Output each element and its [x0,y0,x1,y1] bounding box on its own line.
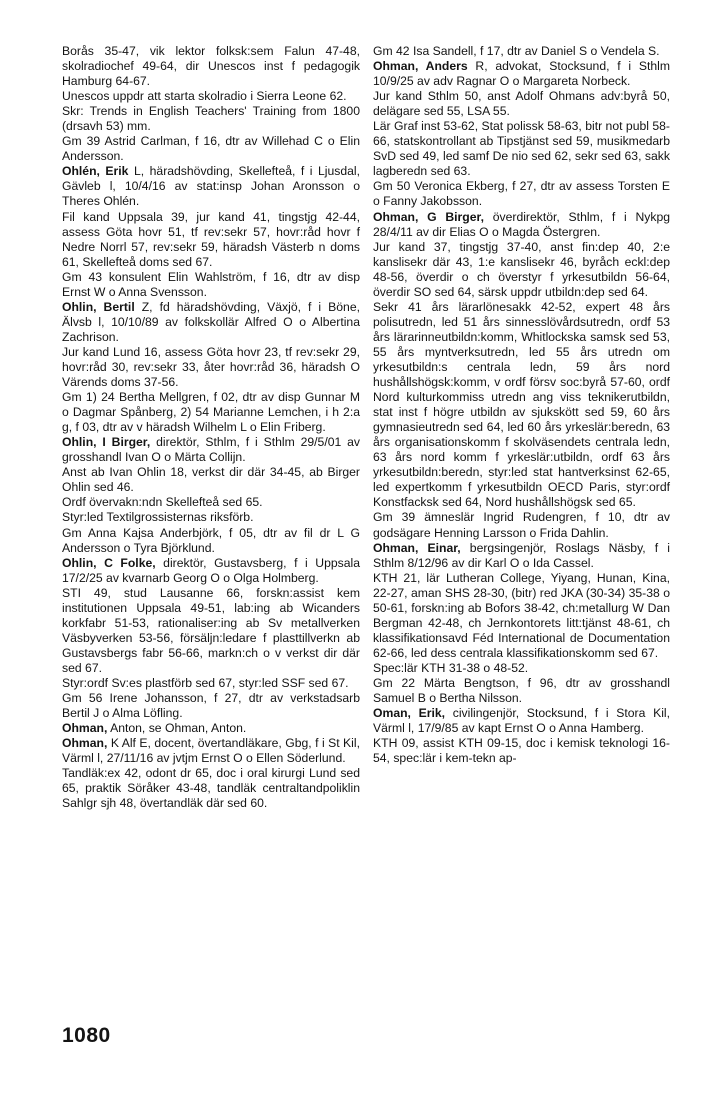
entry-text: Styr:ordf Sv:es plastförb sed 67, styr:led SSF sed 67. [62,675,349,690]
biography-paragraph [373,676,670,706]
biography-entry [373,59,670,89]
entry-text: Anton, se Ohman, Anton. [107,721,247,736]
biography-paragraph [373,44,670,59]
entry-text: Styr:led Textilgrossisternas riksförb. [62,510,254,525]
entry-text: Z, fd häradshövding, Växjö, f i Böne, Älvsb l, 10/10/89 av folkskollär Alfred O o Albertina Zachrison. [62,299,360,344]
biography-paragraph [62,104,360,134]
right-column [373,44,670,766]
biography-paragraph [62,390,360,435]
entry-text: KTH 21, lär Lutheran College, Yiyang, Hunan, Kina, 22-27, aman SHS 28-30, (bitr) red JKA (30-34) 35-38 o 50-61, forskn:ing ab Bofors 38-42, ch:metallurg W Dan Bergman 42-48, ch Jernkontorets litt:tjänst 48-61, ch klassifikationsavd Féd International de Documentation 62-66, led dess centrala klassifikationskomm sed 67. [373,570,670,660]
entry-text: KTH 09, assist KTH 09-15, doc i kemisk teknologi 16-54, spec:lär i kem-tekn ap- [373,736,670,766]
biography-paragraph [62,210,360,270]
biography-paragraph [373,571,670,661]
entry-text: Unescos uppdr att starta skolradio i Sierra Leone 62. [62,89,347,104]
entry-name: Ohman, [62,721,108,736]
entry-text: direktör, Sthlm, f i Sthlm 29/5/01 av grosshandl Ivan O o Märta Collijn. [62,435,361,465]
biography-paragraph [62,510,360,525]
biography-paragraph [62,44,360,89]
entry-name: Ohlin, I Birger, [62,435,151,450]
entry-text: överdirektör, Sthlm, f i Nykpg 28/4/11 av dir Elias O o Magda Östergren. [373,209,671,239]
biography-paragraph [62,526,360,556]
entry-name: Ohlin, Bertil [62,299,135,314]
biography-paragraph [62,691,360,721]
biography-paragraph [62,465,360,495]
entry-text: Sekr 41 års lärarlönesakk 42-52, expert 48 års polisutredn, led 51 års sinnesslövårdsutredn, ordf 53 års lärarinneutbildn:komm, Whitlockska samsk sed 53, 55 års myntverksutredn, led 55 års utredn om yrkesutbildn:s centrala ledn, 59 års nord hushållshögsk:komm, v ordf försv soc:byrå 57-60, ordf Nord kulturkommiss utredn ang viss teknikerutbildn, stat inst f högre utbildn av sjukskött sed 59, 60 års gymnasieutredn sed 64, led 60 års yrkeslär:beredn, 63 års organisationskomm f skolväsendets centrala ledn, 63 års nord komm f yrkeslär:utbildn, ordf 63 års yrkesutbildn:beredn, styr:led stat hantverksinst 62-65, led expertkomm f yrkesutbildn OECD Paris, styr:ordf Konstfacksk sed 64, Nord hushållshögsk sed 65. [373,299,670,510]
biography-paragraph [373,119,670,179]
entry-name: Ohman, [62,736,108,751]
biography-paragraph [62,270,360,300]
entry-text: bergsingenjör, Roslags Näsby, f i Sthlm 8/12/96 av dir Karl O o Ida Cassel. [373,540,670,570]
entry-name: Ohman, G Birger, [373,209,484,224]
biography-paragraph [62,89,360,104]
entry-text: Gm 42 Isa Sandell, f 17, dtr av Daniel S o Vendela S. [373,44,660,58]
entry-text: Gm 1) 24 Bertha Mellgren, f 02, dtr av disp Gunnar M o Dagmar Spånberg, 2) 54 Marianne Lemchen, i h 2:a g, f 03, dtr av v häradsh Wilhelm L o Elin Friberg. [62,390,360,435]
biography-paragraph [62,345,360,390]
entry-text: direktör, Gustavsberg, f i Uppsala 17/2/25 av kvarnarb Georg O o Olga Holmberg. [62,555,360,585]
entry-text: Fil kand Uppsala 39, jur kand 41, tingstjg 42-44, assess Göta hovr 51, tf rev:sekr 57, hovr:råd hovr f Nedre Norrl 57, rev:sekr 59, häradsh Västerb n doms 61, Skellefteå doms sed 67. [62,209,360,269]
entry-text: Gm 39 ämneslär Ingrid Rudengren, f 10, dtr av godsägare Henning Larsson o Frida Dahlin. [373,510,670,540]
biography-paragraph [373,510,670,540]
biography-paragraph [373,240,670,300]
entry-text: Jur kand 37, tingstjg 37-40, anst fin:dep 40, 2:e kanslisekr där 43, 1:e kanslisekr 46, byråch eckl:dep 48-56, överdir o ch överstyr f yrkesutbildn 56-64, överdir SO sed 64, särsk uppdr utbildn:dep sed 64. [373,239,670,299]
biography-paragraph [373,300,670,511]
biography-paragraph [62,766,360,811]
entry-text: Gm 43 konsulent Elin Wahlström, f 16, dtr av disp Ernst W o Anna Svensson. [62,269,360,299]
biography-entry [373,541,670,571]
entry-text: STI 49, stud Lausanne 66, forskn:assist kem institutionen Uppsala 49-51, lab:ing ab Wicanders korkfabr 51-53, rationaliser:ing ab Sv metallverken Väsbyverken 53-56, försäljn:ledare f plasttillverkn ab Gustavsbergs fabr 56-66, markn:ch o v verkst dir där sed 67. [62,585,360,675]
entry-text: Gm Anna Kajsa Anderbjörk, f 05, dtr av fil dr L G Andersson o Tyra Björklund. [62,525,360,555]
entry-text: civilingenjör, Stocksund, f i Stora Kil, Värml l, 17/9/85 av kapt Ernst O o Anna Hamberg. [373,706,671,736]
biography-paragraph [62,495,360,510]
entry-text: Gm 39 Astrid Carlman, f 16, dtr av Willehad C o Elin Andersson. [62,134,360,164]
entry-text: Jur kand Sthlm 50, anst Adolf Ohmans adv:byrå 50, delägare sed 55, LSA 55. [373,89,670,119]
entry-text: Gm 56 Irene Johansson, f 27, dtr av verkstadsarb Bertil J o Alma Löfling. [62,691,360,721]
biography-paragraph [373,736,670,766]
biography-entry [62,556,360,586]
biography-paragraph [62,586,360,676]
entry-name: Ohlén, Erik [62,164,129,179]
entry-text: Skr: Trends in English Teachers' Training from 1800 (drsavh 53) mm. [62,104,360,134]
entry-name: Ohman, Anders [373,59,468,74]
entry-name: Ohman, Einar, [373,540,461,555]
entry-name: Oman, Erik, [373,706,446,721]
page-number: 1080 [62,1024,111,1047]
entry-text: R, advokat, Stocksund, f i Sthlm 10/9/25 av adv Ragnar O o Margareta Norbeck. [373,59,670,89]
biography-entry [62,164,360,209]
left-column [62,44,360,811]
biography-entry [62,300,360,345]
entry-text: Lär Graf inst 53-62, Stat polissk 58-63, bitr not publ 58-66, statskontrollant ab Tipstjänst sed 59, musikmedarb SvD sed 49, led samf De nio sed 62, sekr sed 63, sakk lagberedn sed 63. [373,119,670,179]
biography-paragraph [373,89,670,119]
entry-text: Ordf övervakn:ndn Skellefteå sed 65. [62,495,263,510]
entry-text: Anst ab Ivan Ohlin 18, verkst dir där 34-45, ab Birger Ohlin sed 46. [62,465,360,495]
biography-entry [373,210,670,240]
biography-entry [62,435,360,465]
biography-paragraph [373,179,670,209]
entry-name: Ohlin, C Folke, [62,555,156,570]
biography-entry [62,736,360,766]
entry-text: K Alf E, docent, övertandläkare, Gbg, f i St Kil, Värml l, 27/11/16 av jvtjm Ernst O o Ellen Söderlund. [62,736,360,766]
biography-entry [373,706,670,736]
entry-text: L, häradshövding, Skellefteå, f i Ljusdal, Gävleb l, 10/4/16 av stat:insp Johan Aronsson o Theres Ohlén. [62,164,360,209]
biography-entry [62,721,360,736]
entry-text: Borås 35-47, vik lektor folksk:sem Falun 47-48, skolradiochef 49-64, dir Unescos inst f pedagogik Hamburg 64-67. [62,44,360,89]
biography-paragraph [62,676,360,691]
entry-text: Gm 22 Märta Bengtson, f 96, dtr av grosshandl Samuel B o Bertha Nilsson. [373,675,670,706]
entry-text: Gm 50 Veronica Ekberg, f 27, dtr av assess Torsten E o Fanny Jakobsson. [373,179,670,209]
entry-text: Tandläk:ex 42, odont dr 65, doc i oral kirurgi Lund sed 65, praktik Söråker 43-48, tandläk centraltandpoliklin Sahlgr sjh 48, övertandläk där sed 60. [62,766,360,811]
entry-text: Jur kand Lund 16, assess Göta hovr 23, tf rev:sekr 29, hovr:råd 30, rev:sekr 33, åter hovr:råd 36, häradsh O Värends doms 37-56. [62,344,360,390]
biography-paragraph [373,661,670,676]
entry-text: Spec:lär KTH 31-38 o 48-52. [373,660,529,675]
biography-paragraph [62,134,360,164]
